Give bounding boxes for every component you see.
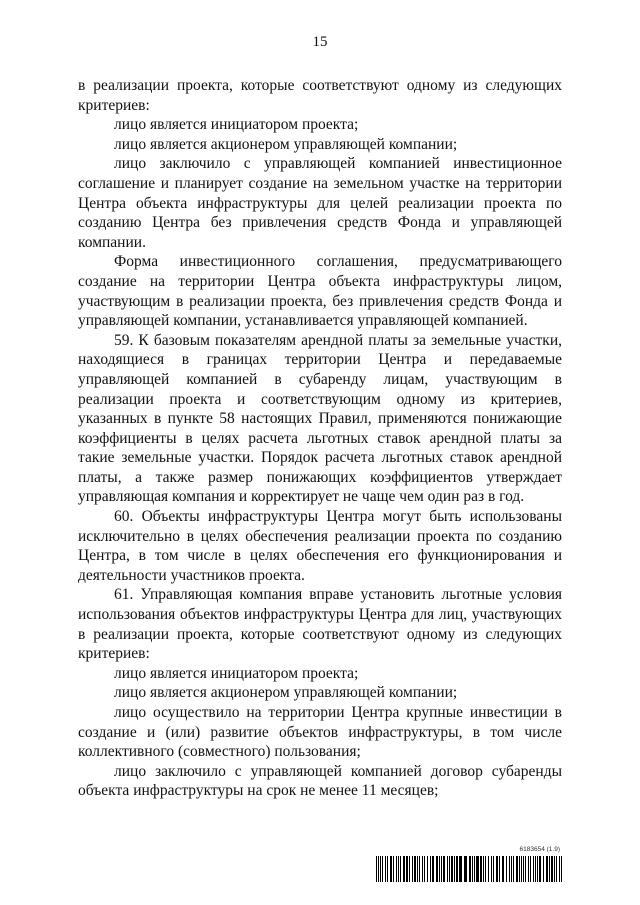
paragraph: лицо осуществило на территории Центра крупные инвестиции в создание и (или) развитие объектов инфраструктуры, в том числе коллективного (совместного) пользования;: [78, 704, 562, 761]
paragraph: лицо является акционером управляющей компании;: [114, 684, 458, 702]
paragraph: лицо заключило с управляющей компанией инвестиционное соглашение и планирует создание на земельном участке на территории Центра объекта инфраструктуры для целей реализации проекта по созданию Центра без привлечения средств Фонда и управляющей компании.: [78, 155, 562, 251]
barcode-icon: [376, 856, 562, 882]
paragraph: лицо является инициатором проекта;: [114, 664, 359, 682]
paragraph: лицо заключило с управляющей компанией договор субаренды объекта инфраструктуры на срок не менее 11 месяцев;: [78, 762, 562, 800]
paragraph: лицо является акционером управляющей компании;: [114, 135, 458, 153]
page-number: 15: [312, 34, 328, 50]
document-body: [78, 76, 562, 801]
paragraph: лицо является инициатором проекта;: [114, 116, 359, 134]
paragraph-clause-60: 60. Объекты инфраструктуры Центра могут быть использованы исключительно в целях обеспечения реализации проекта по созданию Центра, в том числе в целях обеспечения его функционирования и деятельности участников проекта.: [78, 508, 562, 584]
document-code: 6183654 (1.9): [519, 846, 560, 853]
paragraph: Форма инвестиционного соглашения, предусматривающего создание на территории Центра объекта инфраструктуры лицом, участвующим в реализации проекта, без привлечения средств Фонда и управляющей компании, устанавливается управляющей компанией.: [78, 253, 562, 330]
paragraph-clause-61: 61. Управляющая компания вправе установить льготные условия использования объектов инфраструктуры Центра для лиц, участвующих в реализации проекта, которые соответствуют одному из следующих критериев:: [78, 586, 562, 663]
paragraph: в реализации проекта, которые соответствуют одному из следующих критериев:: [78, 77, 562, 114]
paragraph-clause-59: 59. К базовым показателям арендной платы за земельные участки, находящиеся в границах территории Центра и передаваемые управляющей компанией в субаренду лицам, участвующим в реализации проекта и соответствующим одному из критериев, указанных в пункте 58 настоящих Правил, применяются понижающие коэффициенты в целях расчета льготных ставок арендной платы за такие земельные участки. Порядок расчета льготных ставок арендной платы, а также размер понижающих коэффициентов утверждает управляющая компания и корректирует не чаще чем один раз в год.: [78, 331, 562, 506]
